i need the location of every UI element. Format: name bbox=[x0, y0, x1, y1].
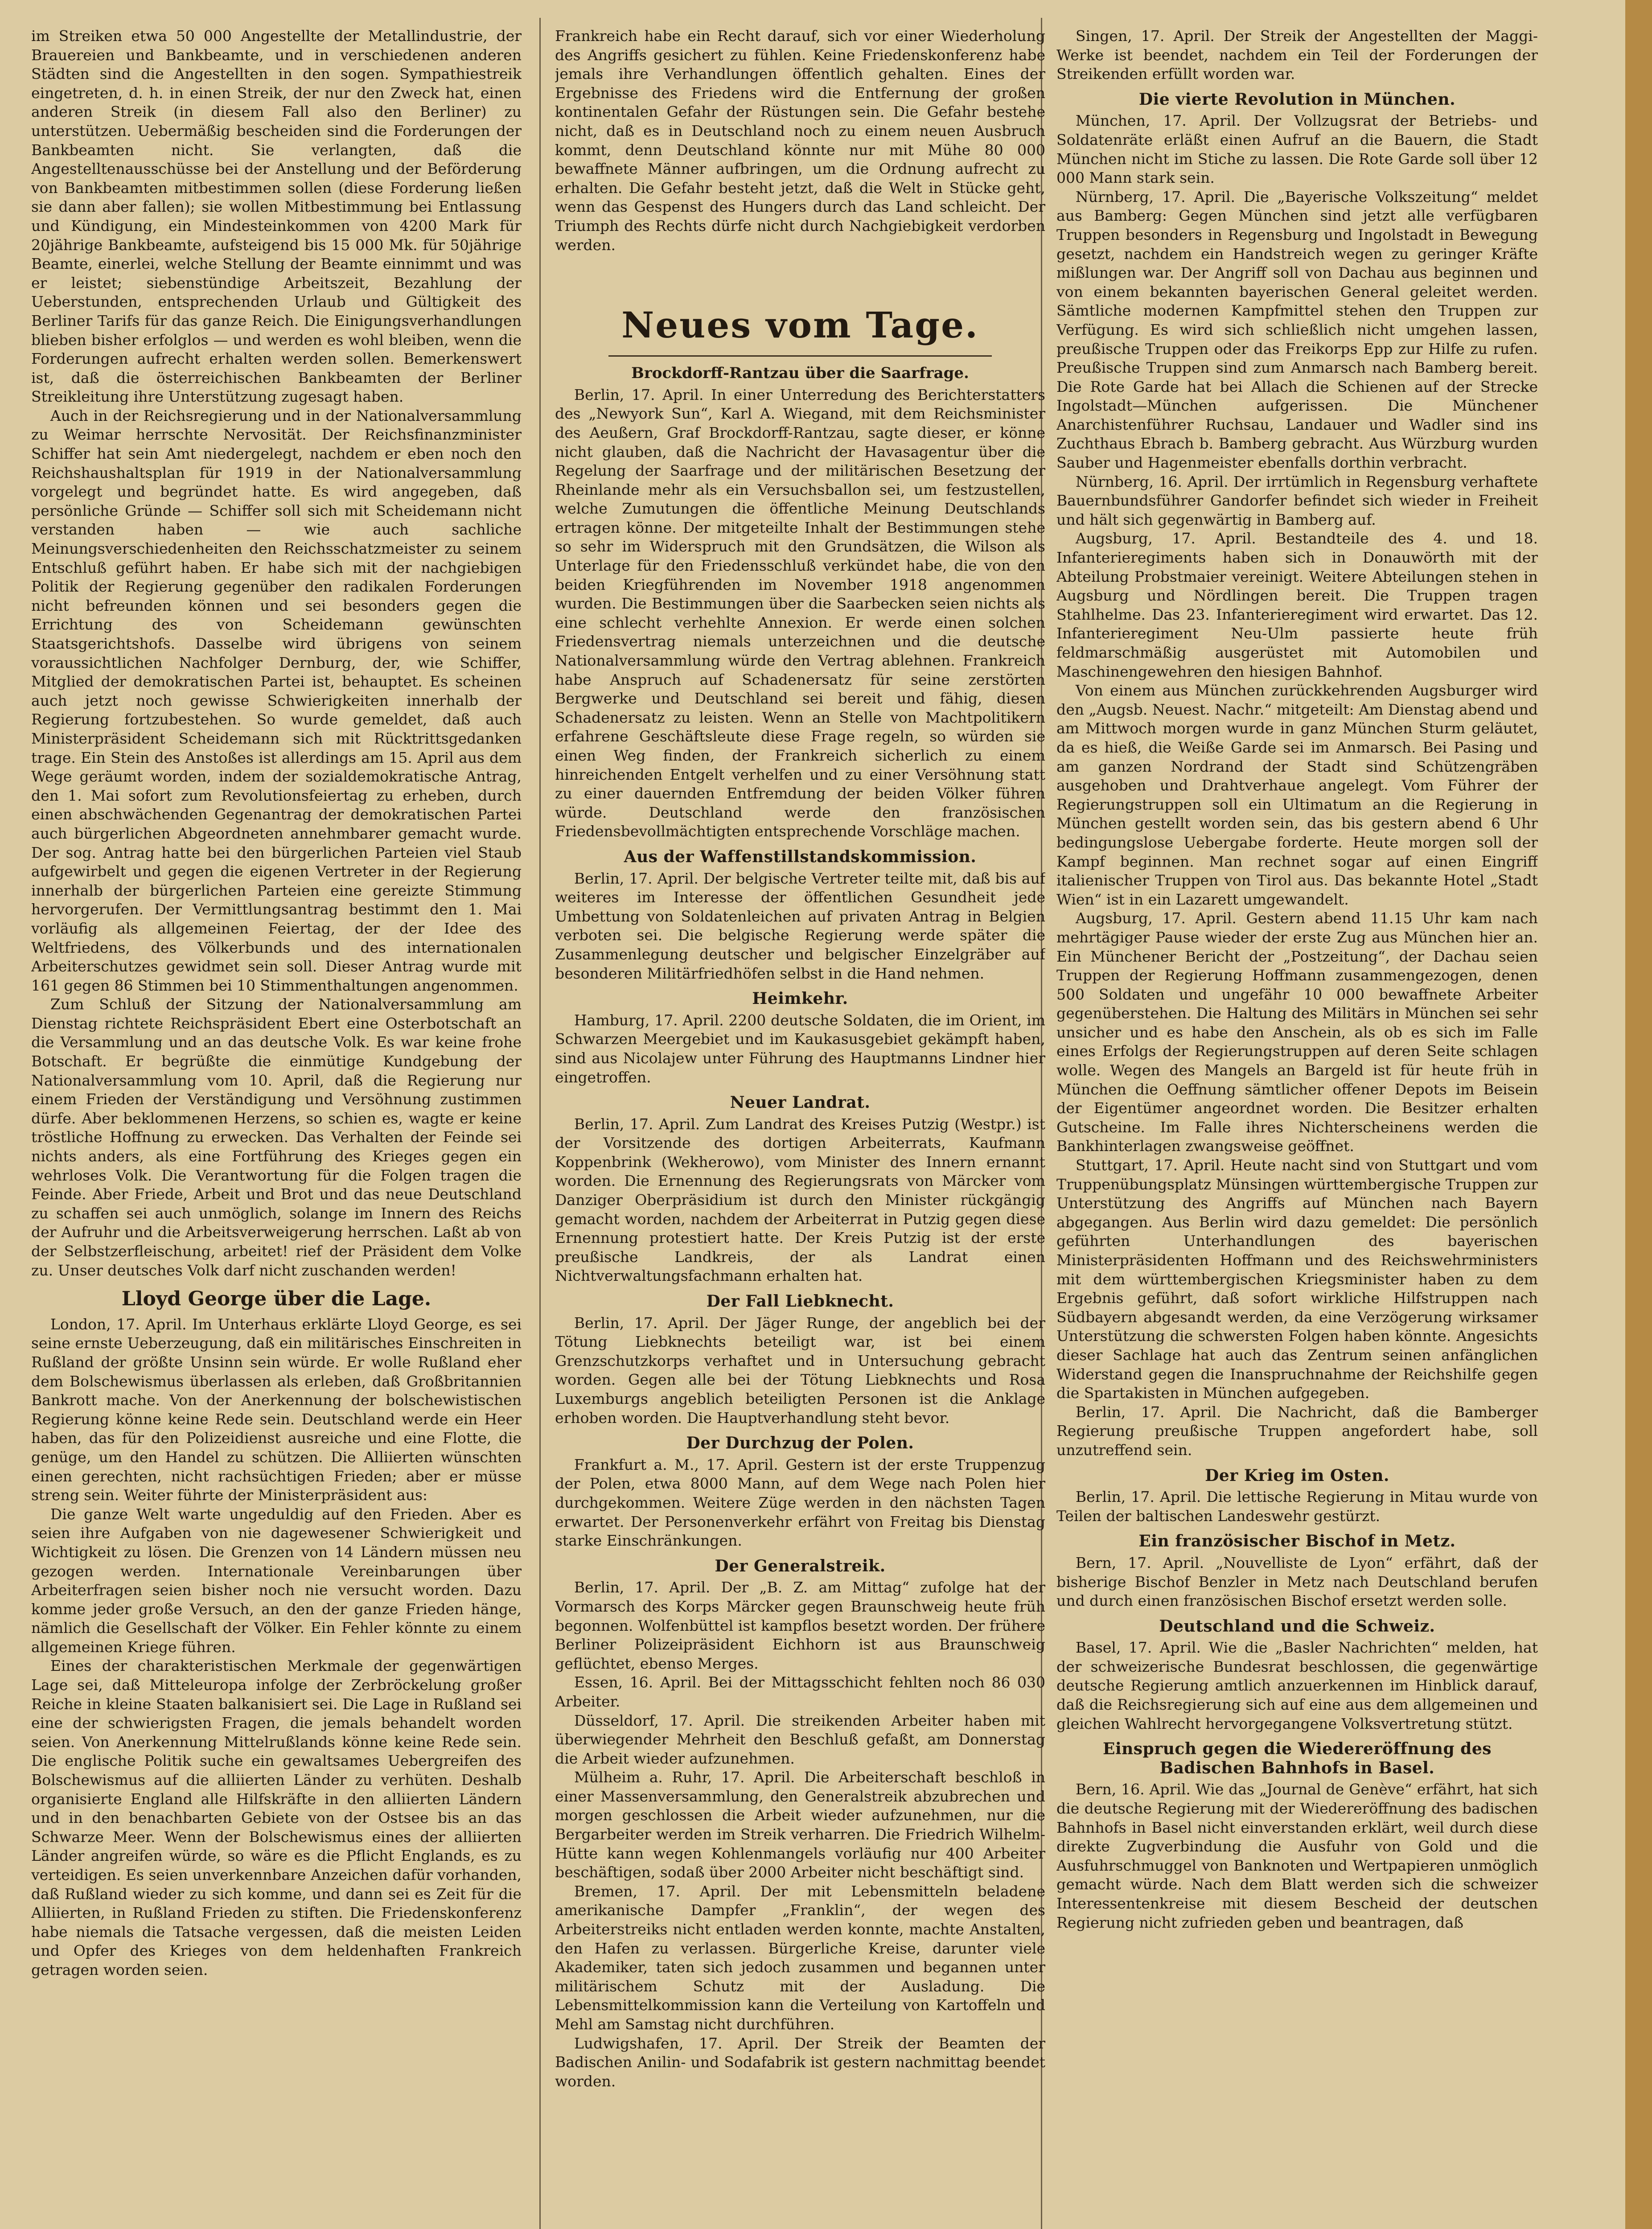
article-subheading: Brockdorff-Rantzau über die Saarfrage. bbox=[631, 364, 969, 382]
article-paragraph: Berlin, 17. April. In einer Unterredung des Berichterstatters des „Newyork Sun“, Karl A. Wiegand, mit dem Reichsminister des Aeußern, Graf Brockdorff-Rantzau, sagte dieser, er könne nicht glauben, daß die Nachricht der Havasagentur über die Regelung der Saarfrage und der militärischen Besetzung der Rheinlande mehr als ein Versuchsballon sei, um festzustellen, welche Zumutungen die öffentliche Meinung Deutschlands ertragen könne. Der mitgeteilte Inhalt der Bestimmungen stehe so sehr im Widerspruch mit den Grundsätzen, die Wilson als Unterlage für den Friedensschluß verkündet habe, die von den beiden Kriegführenden im November 1918 angenommen wurden. Die Bestimmungen über die Saarbecken seien nichts als eine schlecht verhehlte Annexion. Er werde einen solchen Friedensvertrag niemals unterzeichnen und die deutsche Nationalversammlung würde den Vertrag ablehnen. Frankreich habe Anspruch auf Schadenersatz für seine zerstörten Bergwerke und Deutschland sei bereit und fähig, diesen Schadenersatz zu leisten. Wenn an Stelle von Machtpolitikern erfahrene Geschäftsleute diese Frage regeln, so würden sie einen Weg finden, der Frankreich sicherlich zu einem hinreichenden Entgelt verhelfen und zu einer Versöhnung statt zu einer dauernden Entfremdung der beiden Völker führen würde. Deutschland werde den französischen Friedensbevollmächtigten entsprechende Vorschläge machen. bbox=[555, 386, 1045, 840]
article-heading: Deutschland und die Schweiz. bbox=[1159, 1616, 1435, 1636]
article-heading: Heimkehr. bbox=[752, 989, 848, 1008]
article-paragraph: Basel, 17. April. Wie die „Basler Nachrichten“ melden, hat der schweizerische Bundesrat beschlossen, die gegenwärtige deutsche Regierung amtlich anzuerkennen im Hinblick darauf, daß die Reichsregierung sich auf eine aus dem allgemeinen und gleichen Wahlrecht hervorgegangene Volksvertretung stützt. bbox=[1056, 1639, 1538, 1732]
section-masthead: Neues vom Tage. bbox=[621, 304, 979, 346]
article-paragraph: Stuttgart, 17. April. Heute nacht sind von Stuttgart und vom Truppenübungsplatz Münsingen württembergische Truppen zur Unterstützung des Angriffs auf München nach Bayern abgegangen. Aus Berlin wird dazu gemeldet: Die persönlich geführten Unterhandlungen des bayerischen Ministerpräsidenten Hoffmann und des Reichswehrministers mit dem württembergischen Kriegsminister haben zu dem Ergebnis geführt, daß sofort wirkliche Hilfstruppen nach Südbayern abgesandt werden, da eine Verzögerung wirksamer Unterstützung die schwersten Folgen haben könnte. Angesichts dieser Sachlage hat auch das Zentrum seinen anfänglichen Widerstand gegen die Inanspruchnahme der Reichshilfe gegen die Spartakisten in München aufgegeben. bbox=[1056, 1156, 1538, 1402]
article-paragraph: Berlin, 17. April. Die Nachricht, daß die Bamberger Regierung preußische Truppen angefordert habe, soll unzutreffend sein. bbox=[1056, 1403, 1538, 1459]
article-paragraph: Auch in der Reichsregierung und in der Nationalversammlung zu Weimar herrschte Nervosität. Der Reichsfinanzminister Schiffer hat sein Amt niedergelegt, nachdem er eben noch den Reichshaushaltsplan für 1919 in der Nationalversammlung vorgelegt und begründet hatte. Es wird angegeben, daß persönliche Gründe — Schiffer soll sich mit Scheidemann nicht verstanden haben — wie auch sachliche Meinungsverschiedenheiten den Reichsschatzmeister zu seinem Entschluß geführt haben. Er habe sich mit der nachgiebigen Politik der Regierung gegenüber den radikalen Forderungen nicht befreunden können und sei besonders gegen die Errichtung des von Scheidemann gewünschten Staatsgerichtshofs. Dasselbe wird übrigens von seinem voraussichtlichen Nachfolger Dernburg, der, wie Schiffer, Mitglied der demokratischen Partei ist, behauptet. Es scheinen auch jetzt noch gewisse Schwierigkeiten innerhalb der Regierung fortzubestehen. So wurde gemeldet, daß auch Ministerpräsident Scheidemann sich mit Rücktrittsgedanken trage. Ein Stein des Anstoßes ist allerdings am 15. April aus dem Wege geräumt worden, indem der sozialdemokratische Antrag, den 1. Mai sofort zum Revolutionsfeiertag zu erheben, durch einen abschwächenden Gegenantrag der demokratischen Partei auch bürgerlichen Abgeordneten annehmbarer gemacht wurde. Der sog. Antrag hatte bei den bürgerlichen Parteien viel Staub aufgewirbelt und gegen die eigenen Vertreter in der Regierung innerhalb der bürgerlichen Parteien eine gereizte Stimmung hervorgerufen. Der Vermittlungsantrag bestimmt den 1. Mai vorläufig als allgemeinen Feiertag, der der Idee des Weltfriedens, des Völkerbunds und des internationalen Arbeiterschutzes gewidmet sein soll. Dieser Antrag wurde mit 161 gegen 86 Stimmen bei 10 Stimmenthaltungen angenommen. bbox=[31, 407, 522, 994]
article-paragraph: Mülheim a. Ruhr, 17. April. Die Arbeiterschaft beschloß in einer Massenversammlung, den Generalstreik abzubrechen und morgen geschlossen die Arbeit wieder aufzunehmen, nur die Bergarbeiter werden im Streik verharren. Die Friedrich Wilhelm-Hütte kann wegen Kohlenmangels vorläufig nur 400 Arbeiter beschäftigen, sodaß über 2000 Arbeiter nicht beschäftigt sind. bbox=[555, 1768, 1045, 1881]
article-paragraph: Bern, 17. April. „Nouvelliste de Lyon“ erfährt, daß der bisherige Bischof Benzler in Metz nach Deutschland berufen und durch einen französischen Bischof ersetzt werden solle. bbox=[1056, 1554, 1538, 1610]
article-paragraph: Augsburg, 17. April. Bestandteile des 4. und 18. Infanterieregiments haben sich in Donauwörth mit der Abteilung Probstmaier vereinigt. Weitere Abteilungen stehen in Augsburg und Nördlingen bereit. Die Truppen tragen Stahlhelme. Das 23. Infanterieregiment wird erwartet. Das 12. Infanterieregiment Neu-Ulm passierte heute früh feldmarschmäßig ausgerüstet mit Automobilen und Maschinengewehren den hiesigen Bahnhof. bbox=[1056, 530, 1538, 680]
article-paragraph: Berlin, 17. April. Der „B. Z. am Mittag“ zufolge hat der Vormarsch des Korps Märcker gegen Braunschweig heute früh begonnen. Wolfenbüttel ist kampflos besetzt worden. Der frühere Berliner Polizeipräsident Eichhorn ist aus Braunschweig geflüchtet, ebenso Merges. bbox=[555, 1579, 1045, 1672]
article-paragraph: Berlin, 17. April. Der belgische Vertreter teilte mit, daß bis auf weiteres im Interesse der öffentlichen Gesundheit jede Umbettung von Soldatenleichen auf privaten Antrag in Belgien verboten sei. Die belgische Regierung werde später die Zusammenlegung deutscher und belgischer Einzelgräber auf besonderen Militärfriedhöfen selbst in die Hand nehmen. bbox=[555, 869, 1045, 982]
article-paragraph: Frankfurt a. M., 17. April. Gestern ist der erste Truppenzug der Polen, etwa 8000 Mann, auf dem Wege nach Polen hier durchgekommen. Weitere Züge werden in den nächsten Tagen erwartet. Der Personenverkehr erfährt von Freitag bis Dienstag starke Einschränkungen. bbox=[555, 1456, 1045, 1550]
article-paragraph: Hamburg, 17. April. 2200 deutsche Soldaten, die im Orient, im Schwarzen Meergebiet und im Kaukasusgebiet gekämpft haben, sind aus Nicolajew unter Führung des Hauptmanns Lindner hier eingetroffen. bbox=[555, 1011, 1045, 1086]
article-headline: Lloyd George über die Lage. bbox=[121, 1287, 431, 1311]
article-paragraph: Von einem aus München zurückkehrenden Augsburger wird den „Augsb. Neuest. Nachr.“ mitgeteilt: Am Dienstag abend und am Mittwoch morgen wurde in ganz München Sturm geläutet, da es hieß, die Weiße Garde sei im Anmarsch. Bei Pasing und am ganzen Nordrand der Stadt sind Schützengräben ausgehoben und Drahtverhaue angelegt. Vom Führer der Regierungstruppen soll ein Ultimatum an die Regierung in München gestellt worden sein, das bis gestern abend 6 Uhr bedingungslose Uebergabe forderte. Heute morgen soll der Kampf beginnen. Man rechnet sogar auf einen Eingriff italienischer Truppen von Tirol aus. Das bekannte Hotel „Stadt Wien“ ist in ein Lazarett umgewandelt. bbox=[1056, 682, 1538, 908]
article-heading: Die vierte Revolution in München. bbox=[1138, 90, 1456, 109]
article-heading: Aus der Waffenstillstandskommission. bbox=[624, 847, 977, 866]
column-2 bbox=[555, 27, 1045, 2229]
article-heading: Ein französischer Bischof in Metz. bbox=[1138, 1532, 1456, 1551]
article-heading: Der Krieg im Osten. bbox=[1205, 1466, 1389, 1485]
article-paragraph: Nürnberg, 16. April. Der irrtümlich in Regensburg verhaftete Bauernbundsführer Gandorfer befindet sich wieder in Freiheit und hält sich gegenwärtig in Bamberg auf. bbox=[1056, 473, 1538, 528]
article-paragraph: Zum Schluß der Sitzung der Nationalversammlung am Dienstag richtete Reichspräsident Ebert eine Osterbotschaft an die Versammlung und an das deutsche Volk. Es war keine frohe Botschaft. Er begrüßte die einmütige Kundgebung der Nationalversammlung vom 10. April, daß die Regierung nur einem Frieden der Verständigung und Versöhnung zustimmen dürfe. Aber beklommenen Herzens, so schien es, wagte er keine tröstliche Hoffnung zu erwecken. Das Verhalten der Feinde sei nichts anders, als eine Fortführung des Krieges gegen ein wehrloses Volk. Die Verantwortung für die Folgen tragen die Feinde. Aber Friede, Arbeit und Brot und das neue Deutschland zu schaffen sei auch unmöglich, solange im Innern des Reichs der Aufruhr und die Arbeitsverweigerung herrschen. Laßt ab von der Selbstzerfleischung, arbeitet! rief der Präsident dem Volke zu. Unser deutsches Volk darf nicht zuschanden werden! bbox=[31, 995, 522, 1279]
article-heading: Einspruch gegen die Wiedereröffnung des Badischen Bahnhofs in Basel. bbox=[1103, 1740, 1492, 1777]
article-paragraph: Bern, 16. April. Wie das „Journal de Genève“ erfährt, hat sich die deutsche Regierung mit der Wiedereröffnung des badischen Bahnhofs in Basel nicht einverstanden erklärt, weil durch diese direkte Zugverbindung die Ausfuhr von Gold und die Ausfuhrschmuggel von Banknoten und Wertpapieren unmöglich gemacht würde. Nach dem Blatt werden sich die schweizer Interessentenkreise mit diesem Bescheid der deutschen Regierung nicht zufrieden geben und beantragen, daß bbox=[1056, 1781, 1538, 1931]
article-paragraph: Augsburg, 17. April. Gestern abend 11.15 Uhr kam nach mehrtägiger Pause wieder der erste Zug aus München hier an. Ein Münchener Bericht der „Postzeitung“, der Dachau seien Truppen der Regierung Hoffmann zusammengezogen, denen 500 Soldaten und ungefähr 10 000 bewaffnete Arbeiter gegenüberstehen. Die Haltung des Militärs in München sei sehr unsicher und es habe den Anschein, als ob es sich im Falle eines Erfolgs der Regierungstruppen auf deren Seite schlagen wolle. Wegen des Mangels an Bargeld ist für heute früh in München die Oeffnung sämtlicher offener Depots im Beisein der Eigentümer angeordnet worden. Die Besitzer erhalten Gutscheine. Im Falle ihres Nichterscheinens werden die Bankhinterlagen zwangsweise geöffnet. bbox=[1056, 909, 1538, 1155]
masthead-rule bbox=[608, 355, 992, 357]
column-3 bbox=[1056, 27, 1538, 2229]
article-heading: Der Durchzug der Polen. bbox=[686, 1434, 914, 1453]
article-paragraph: im Streiken etwa 50 000 Angestellte der Metallindustrie, der Brauereien und Bankbeamte, und in verschiedenen anderen Städten sind die Angestellten in den sogen. Sympathiestreik eingetreten, d. h. in einen Streik, der nur den Zweck hat, einen anderen Streik (in diesem Fall also den Berliner) zu unterstützen. Uebermäßig bescheiden sind die Forderungen der Bankbeamten nicht. Sie verlangten, daß die Angestelltenausschüsse bei der Anstellung und der Beförderung von Bankbeamten mitbestimmen sollen (diese Forderung ließen sie dann aber fallen); sie wollen Mitbestimmung bei Entlassung und Kündigung, ein Mindesteinkommen von 4200 Mark für 20jährige Bankbeamte, aufsteigend bis 15 000 Mk. für 50jährige Beamte, einerlei, welche Stellung der Beamte einnimmt und was er leistet; siebenstündige Arbeitszeit, Bezahlung der Ueberstunden, entsprechenden Urlaub und Gültigkeit des Berliner Tarifs für das ganze Reich. Die Einigungsverhandlungen blieben bisher erfolglos — und werden es wohl bleiben, wenn die Forderungen aufrecht erhalten werden sollen. Bemerkenswert ist, daß die österreichischen Bankbeamten der Berliner Streikleitung ihre Unterstützung zugesagt haben. bbox=[31, 27, 522, 406]
article-paragraph: München, 17. April. Der Vollzugsrat der Betriebs- und Soldatenräte erläßt einen Aufruf an die Bauern, die Stadt München nicht im Stiche zu lassen. Die Rote Garde soll über 12 000 Mann stark sein. bbox=[1056, 112, 1538, 187]
article-paragraph: London, 17. April. Im Unterhaus erklärte Lloyd George, es sei seine ernste Ueberzeugung, daß ein militärisches Einschreiten in Rußland der größte Unsinn sein würde. Er wolle Rußland eher dem Bolschewismus überlassen als erleben, daß Großbritannien Bankrott mache. Von der Anerkennung der bolschewistischen Regierung könne keine Rede sein. Deutschland werde ein Heer haben, das für den Polizeidienst ausreiche und eine Flotte, die genüge, um den Handel zu schützen. Die Alliierten wünschten einen gerechten, nicht rachsüchtigen Frieden; aber er müsse streng sein. Weiter führte der Ministerpräsident aus: bbox=[31, 1315, 522, 1504]
column-rule bbox=[539, 18, 541, 2229]
column-1 bbox=[31, 27, 522, 2229]
article-paragraph: Berlin, 17. April. Die lettische Regierung in Mitau wurde von Teilen der baltischen Landeswehr gestürzt. bbox=[1056, 1488, 1538, 1525]
article-paragraph: Berlin, 17. April. Zum Landrat des Kreises Putzig (Westpr.) ist der Vorsitzende des dortigen Arbeiterrats, Kaufmann Koppenbrink (Wekherowo), vom Minister des Innern ernannt worden. Die Ernennung des Regierungsrats von Märcker vom Danziger Oberpräsidium ist durch den Minister rückgängig gemacht worden, nachdem der Arbeiterrat in Putzig gegen diese Ernennung protestiert hatte. Der Kreis Putzig ist der erste preußische Landkreis, der als Landrat einen Nichtverwaltungsfachmann erhalten hat. bbox=[555, 1115, 1045, 1285]
article-paragraph: Frankreich habe ein Recht darauf, sich vor einer Wiederholung des Angriffs gesichert zu fühlen. Keine Friedenskonferenz habe jemals ihre Verhandlungen öffentlich gehalten. Eines der Ergebnisse des Friedens wird die Entfernung der großen kontinentalen Gefahr der Rüstungen sein. Die Gefahr bestehe nicht, daß es in Deutschland noch zu einem neuen Ausbruch kommt, denn Deutschland könnte nur mit Mühe 80 000 bewaffnete Männer aufbringen, um die Ordnung aufrecht zu erhalten. Die Gefahr besteht jetzt, daß die Welt in Stücke geht, wenn das Gespenst des Hungers durch das Land schleicht. Der Triumph des Rechts dürfe nicht durch Nachgiebigkeit verdorben werden. bbox=[555, 27, 1045, 254]
article-paragraph: Eines der charakteristischen Merkmale der gegenwärtigen Lage sei, daß Mitteleuropa infolge der Zerbröckelung großer Reiche in kleine Staaten balkanisiert sei. Die Lage in Rußland sei eine der schwierigsten Fragen, die jemals behandelt worden seien. Von Anerkennung Mittelrußlands könne keine Rede sein. Die englische Politik suche ein gewaltsames Uebergreifen des Bolschewismus auf die alliierten Länder zu verhüten. Deshalb organisierte England alle Hilfskräfte in den alliierten Ländern und in den benachbarten Gebiete von der Ostsee bis an das Schwarze Meer. Wenn der Bolschewismus eines der alliierten Länder angreifen würde, so wäre es die Pflicht Englands, es zu verteidigen. Es seien unverkennbare Anzeichen dafür vorhanden, daß Rußland wieder zu sich komme, und dann sei es Zeit für die Alliierten, in Rußland Frieden zu stiften. Die Friedenskonferenz habe niemals die Tatsache vergessen, daß die meisten Leiden und Opfer des Krieges von dem heldenhaften Frankreich getragen worden seien. bbox=[31, 1657, 522, 1978]
article-paragraph: Singen, 17. April. Der Streik der Angestellten der Maggi-Werke ist beendet, nachdem ein Teil der Forderungen der Streikenden erfüllt worden war. bbox=[1056, 27, 1538, 83]
article-paragraph: Nürnberg, 17. April. Die „Bayerische Volkszeitung“ meldet aus Bamberg: Gegen München sind jetzt alle verfügbaren Truppen besonders in Regensburg und Ingolstadt in Bewegung gesetzt, nachdem ein Handstreich wegen zu geringer Kräfte mißlungen war. Der Angriff soll von Dachau aus beginnen und von einem bekannten bayerischen General geleitet werden. Sämtliche modernen Kampfmittel stehen den Truppen zur Verfügung. Es wird sich schließlich nicht umgehen lassen, preußische Truppen oder das Freikorps Epp zur Hilfe zu rufen. Preußische Truppen sind zum Anmarsch nach Bamberg bereit. Die Rote Garde hat bei Allach die Schienen auf der Strecke Ingolstadt—München aufgerissen. Die Münchener Anarchistenführer Ruchsau, Landauer und Wadler sind ins Zuchthaus Ebrach b. Bamberg gebracht. Aus Würzburg wurden Sauber und Hagenmeister ebenfalls dorthin verbracht. bbox=[1056, 188, 1538, 472]
article-heading: Der Generalstreik. bbox=[715, 1556, 886, 1575]
article-paragraph: Düsseldorf, 17. April. Die streikenden Arbeiter haben mit überwiegender Mehrheit den Beschluß gefaßt, am Donnerstag die Arbeit wieder aufzunehmen. bbox=[555, 1711, 1045, 1767]
page-edge bbox=[1625, 0, 1652, 2229]
article-paragraph: Die ganze Welt warte ungeduldig auf den Frieden. Aber es seien ihre Aufgaben von nie dagewesener Schwierigkeit und Wichtigkeit zu lösen. Die Grenzen von 14 Ländern müssen neu gezogen werden. Internationale Vereinbarungen über Arbeiterfragen seien bisher noch nie versucht worden. Dazu komme jeder große Versuch, an den der ganze Frieden hänge, nämlich die Gesellschaft der Völker. Ein Fehler könnte zu einem allgemeinen Kriege führen. bbox=[31, 1505, 522, 1656]
article-heading: Der Fall Liebknecht. bbox=[706, 1292, 894, 1311]
article-paragraph: Bremen, 17. April. Der mit Lebensmitteln beladene amerikanische Dampfer „Franklin“, der wegen des Arbeiterstreiks nicht entladen werden konnte, machte Anstalten, den Hafen zu verlassen. Bürgerliche Kreise, darunter viele Akademiker, taten sich jedoch zusammen und begannen unter militärischem Schutz mit der Ausladung. Die Lebensmittelkommission kann die Verteilung von Kartoffeln und Mehl am Samstag nicht durchführen. bbox=[555, 1882, 1045, 2033]
article-heading: Neuer Landrat. bbox=[730, 1093, 871, 1112]
article-paragraph: Ludwigshafen, 17. April. Der Streik der Beamten der Badischen Anilin- und Sodafabrik ist gestern nachmittag beendet worden. bbox=[555, 2034, 1045, 2090]
article-paragraph: Essen, 16. April. Bei der Mittagsschicht fehlten noch 86 030 Arbeiter. bbox=[555, 1674, 1045, 1710]
article-paragraph: Berlin, 17. April. Der Jäger Runge, der angeblich bei der Tötung Liebknechts beteiligt war, ist bei einem Grenzschutzkorps verhaftet und in Untersuchung gebracht worden. Gegen alle bei der Tötung Liebknechts und Rosa Luxemburgs angeblich beteiligten Personen ist die Anklage erhoben worden. Die Hauptverhandlung steht bevor. bbox=[555, 1314, 1045, 1427]
